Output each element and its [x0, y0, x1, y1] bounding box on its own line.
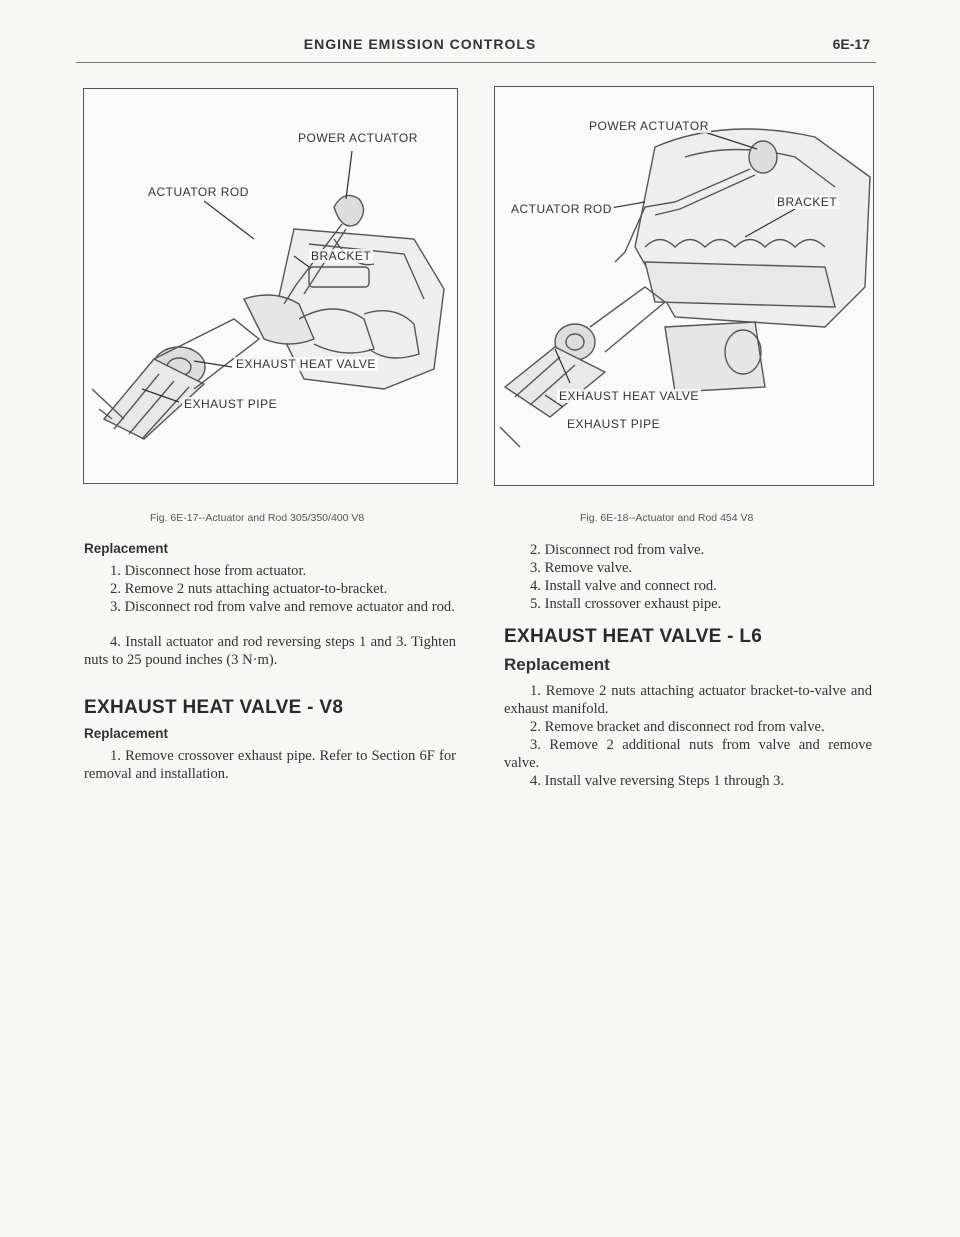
- l6-step-1: 1. Remove 2 nuts attaching actuator bracket-to-valve and exhaust manifold.: [504, 683, 872, 717]
- callout-exhaust-pipe: EXHAUST PIPE: [567, 417, 661, 431]
- section-heading-v8: EXHAUST HEAT VALVE - V8: [84, 697, 344, 718]
- section-subheading-v8: Replacement: [84, 726, 169, 741]
- callout-exhaust-pipe: EXHAUST PIPE: [184, 397, 278, 411]
- right-step-3: 3. Remove valve.: [530, 560, 633, 576]
- callout-exhaust-heat-valve: EXHAUST HEAT VALVE: [559, 389, 699, 403]
- right-step-5: 5. Install crossover exhaust pipe.: [530, 596, 722, 612]
- section-subheading-l6: Replacement: [504, 655, 610, 674]
- v8-step-1: 1. Remove crossover exhaust pipe. Refer to Section 6F for removal and installation.: [84, 748, 456, 782]
- right-step-2: 2. Disconnect rod from valve.: [530, 542, 705, 558]
- l6-step-4: 4. Install valve reversing Steps 1 through 3.: [530, 773, 785, 789]
- l6-step-3: 3. Remove 2 additional nuts from valve and remove valve.: [504, 737, 872, 771]
- figure-6e-18: [494, 86, 874, 486]
- header-title: ENGINE EMISSION CONTROLS: [303, 36, 537, 52]
- callout-actuator-rod: ACTUATOR ROD: [148, 185, 249, 199]
- engine-illustration-v8-small: [84, 89, 457, 483]
- callout-exhaust-heat-valve: EXHAUST HEAT VALVE: [236, 357, 376, 371]
- callout-bracket: BRACKET: [777, 195, 838, 209]
- left-step-1: 1. Disconnect hose from actuator.: [110, 563, 307, 579]
- figure-caption-6e-18: Fig. 6E-18--Actuator and Rod 454 V8: [580, 512, 754, 524]
- engine-illustration-v8-454: [495, 87, 873, 485]
- callout-power-actuator: POWER ACTUATOR: [589, 119, 709, 133]
- page-number: 6E-17: [832, 36, 870, 52]
- section-heading-l6: EXHAUST HEAT VALVE - L6: [504, 626, 763, 647]
- left-step-3: 3. Disconnect rod from valve and remove actuator and rod.: [110, 599, 455, 615]
- callout-bracket: BRACKET: [311, 249, 372, 263]
- left-step-2: 2. Remove 2 nuts attaching actuator-to-bracket.: [110, 581, 388, 597]
- figure-6e-17: [83, 88, 458, 484]
- callout-actuator-rod: ACTUATOR ROD: [511, 202, 612, 216]
- callout-power-actuator: POWER ACTUATOR: [298, 131, 418, 145]
- left-step-4: 4. Install actuator and rod reversing steps 1 and 3. Tighten nuts to 25 pound inches (3 N·m).: [84, 634, 456, 668]
- l6-step-2: 2. Remove bracket and disconnect rod from valve.: [530, 719, 825, 735]
- header-rule: [76, 62, 876, 63]
- figure-caption-6e-17: Fig. 6E-17--Actuator and Rod 305/350/400 V8: [150, 512, 365, 524]
- replacement-heading: Replacement: [84, 541, 169, 556]
- right-step-4: 4. Install valve and connect rod.: [530, 578, 717, 594]
